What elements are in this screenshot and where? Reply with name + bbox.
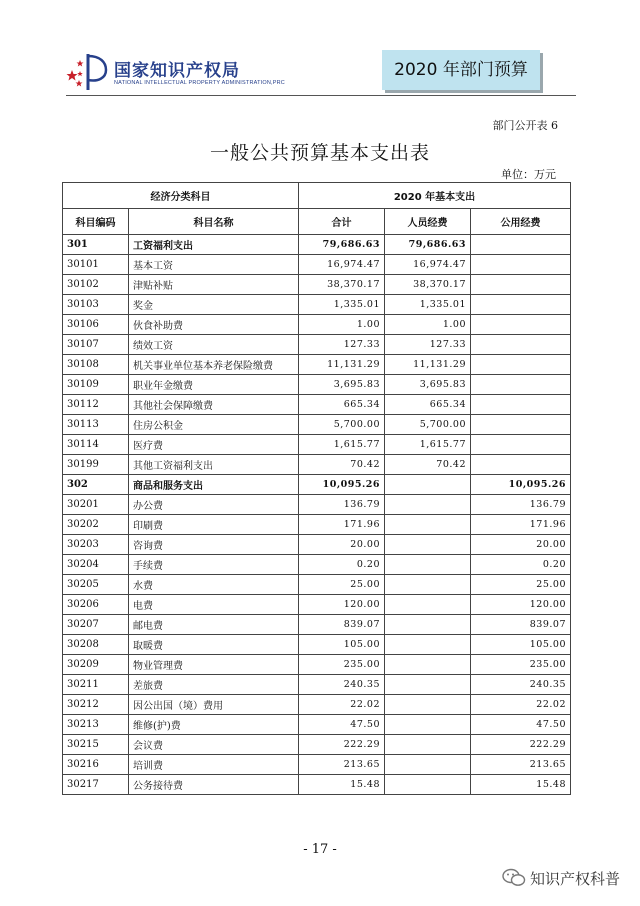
cell-name: 维修(护)费 <box>129 715 299 735</box>
cell-code: 30199 <box>63 455 129 475</box>
cell-name: 住房公积金 <box>129 415 299 435</box>
cell-name: 差旅费 <box>129 675 299 695</box>
cell-name: 商品和服务支出 <box>129 475 299 495</box>
wechat-icon <box>502 868 526 888</box>
col-header-code: 科目编码 <box>63 209 129 235</box>
cell-total: 120.00 <box>299 595 385 615</box>
cell-total: 235.00 <box>299 655 385 675</box>
cell-personnel: 127.33 <box>385 335 471 355</box>
cell-total: 22.02 <box>299 695 385 715</box>
table-row <box>63 655 571 675</box>
cell-name: 职业年金缴费 <box>129 375 299 395</box>
cell-public <box>471 435 571 455</box>
table-row <box>63 675 571 695</box>
cell-public: 839.07 <box>471 615 571 635</box>
cell-total: 136.79 <box>299 495 385 515</box>
cell-public <box>471 235 571 255</box>
cell-personnel: 16,974.47 <box>385 255 471 275</box>
cell-public <box>471 415 571 435</box>
agency-name-cn: 国家知识产权局 <box>114 61 240 81</box>
budget-table <box>62 182 571 795</box>
table-row <box>63 415 571 435</box>
cell-public: 25.00 <box>471 575 571 595</box>
table-row <box>63 315 571 335</box>
cell-public <box>471 255 571 275</box>
table-row <box>63 235 571 255</box>
cell-public: 15.48 <box>471 775 571 795</box>
cell-personnel <box>385 635 471 655</box>
table-row <box>63 595 571 615</box>
cell-personnel: 70.42 <box>385 455 471 475</box>
table-row <box>63 295 571 315</box>
cell-name: 物业管理费 <box>129 655 299 675</box>
cell-personnel <box>385 515 471 535</box>
cell-code: 30206 <box>63 595 129 615</box>
cell-code: 30208 <box>63 635 129 655</box>
cell-public <box>471 355 571 375</box>
cell-public: 0.20 <box>471 555 571 575</box>
col-header-public: 公用经费 <box>471 209 571 235</box>
cell-total: 1.00 <box>299 315 385 335</box>
col-header-personnel: 人员经费 <box>385 209 471 235</box>
cell-public: 213.65 <box>471 755 571 775</box>
cell-total: 127.33 <box>299 335 385 355</box>
agency-name-en: NATIONAL INTELLECTUAL PROPERTY ADMINISTRATION,PRC <box>114 80 285 86</box>
col-header-name: 科目名称 <box>129 209 299 235</box>
cell-total: 16,974.47 <box>299 255 385 275</box>
header-divider <box>66 95 576 96</box>
cell-name: 电费 <box>129 595 299 615</box>
cell-total: 171.96 <box>299 515 385 535</box>
cell-code: 302 <box>63 475 129 495</box>
cell-name: 奖金 <box>129 295 299 315</box>
cell-public: 10,095.26 <box>471 475 571 495</box>
cell-total: 20.00 <box>299 535 385 555</box>
table-group-header <box>63 183 571 209</box>
cell-total: 105.00 <box>299 635 385 655</box>
cell-code: 30103 <box>63 295 129 315</box>
cell-personnel: 38,370.17 <box>385 275 471 295</box>
cell-personnel: 5,700.00 <box>385 415 471 435</box>
col-header-total: 合计 <box>299 209 385 235</box>
cell-personnel: 1.00 <box>385 315 471 335</box>
cell-personnel <box>385 735 471 755</box>
cell-personnel <box>385 495 471 515</box>
cell-name: 邮电费 <box>129 615 299 635</box>
agency-logo <box>66 50 285 94</box>
cell-total: 5,700.00 <box>299 415 385 435</box>
cell-code: 30204 <box>63 555 129 575</box>
cell-personnel <box>385 475 471 495</box>
cell-code: 30108 <box>63 355 129 375</box>
table-row <box>63 455 571 475</box>
table-row <box>63 635 571 655</box>
table-row <box>63 395 571 415</box>
page-number: - 17 - <box>303 842 337 857</box>
group-header-basic-expenditure: 2020 年基本支出 <box>299 183 571 209</box>
cell-personnel <box>385 755 471 775</box>
cell-public: 235.00 <box>471 655 571 675</box>
page-title: 一般公共预算基本支出表 <box>209 142 430 164</box>
cell-total: 240.35 <box>299 675 385 695</box>
cell-code: 301 <box>63 235 129 255</box>
cell-public <box>471 315 571 335</box>
cell-public: 171.96 <box>471 515 571 535</box>
cell-name: 办公费 <box>129 495 299 515</box>
table-row <box>63 555 571 575</box>
cell-public: 105.00 <box>471 635 571 655</box>
cell-name: 因公出国（境）费用 <box>129 695 299 715</box>
cell-personnel <box>385 575 471 595</box>
table-row <box>63 255 571 275</box>
cell-personnel <box>385 535 471 555</box>
cell-code: 30112 <box>63 395 129 415</box>
unit-label: 单位：万元 <box>501 168 556 181</box>
cell-name: 工资福利支出 <box>129 235 299 255</box>
cell-personnel: 1,335.01 <box>385 295 471 315</box>
cell-code: 30205 <box>63 575 129 595</box>
cell-name: 津贴补贴 <box>129 275 299 295</box>
table-row <box>63 755 571 775</box>
cell-name: 基本工资 <box>129 255 299 275</box>
cell-name: 印刷费 <box>129 515 299 535</box>
cell-personnel <box>385 695 471 715</box>
cell-total: 1,335.01 <box>299 295 385 315</box>
cell-code: 30212 <box>63 695 129 715</box>
cell-total: 15.48 <box>299 775 385 795</box>
cell-total: 0.20 <box>299 555 385 575</box>
cell-public: 136.79 <box>471 495 571 515</box>
cell-name: 伙食补助费 <box>129 315 299 335</box>
cell-personnel: 665.34 <box>385 395 471 415</box>
cell-name: 机关事业单位基本养老保险缴费 <box>129 355 299 375</box>
budget-year-badge <box>382 50 540 90</box>
cell-total: 38,370.17 <box>299 275 385 295</box>
cell-public: 47.50 <box>471 715 571 735</box>
cell-personnel <box>385 655 471 675</box>
cell-total: 1,615.77 <box>299 435 385 455</box>
table-row <box>63 535 571 555</box>
cell-code: 30114 <box>63 435 129 455</box>
disclosure-table-number: 部门公开表 6 <box>492 119 558 132</box>
cell-total: 839.07 <box>299 615 385 635</box>
cell-name: 取暖费 <box>129 635 299 655</box>
cell-personnel: 3,695.83 <box>385 375 471 395</box>
cell-personnel <box>385 555 471 575</box>
cell-public <box>471 275 571 295</box>
table-row <box>63 715 571 735</box>
table-body <box>63 235 571 795</box>
cell-name: 手续费 <box>129 555 299 575</box>
cell-code: 30211 <box>63 675 129 695</box>
cell-name: 会议费 <box>129 735 299 755</box>
cell-name: 其他工资福利支出 <box>129 455 299 475</box>
cell-name: 水费 <box>129 575 299 595</box>
cell-code: 30213 <box>63 715 129 735</box>
table-row <box>63 355 571 375</box>
cell-code: 30109 <box>63 375 129 395</box>
cell-name: 医疗费 <box>129 435 299 455</box>
table-row <box>63 695 571 715</box>
cell-personnel <box>385 675 471 695</box>
cell-total: 47.50 <box>299 715 385 735</box>
cell-code: 30201 <box>63 495 129 515</box>
table-row <box>63 775 571 795</box>
cell-name: 培训费 <box>129 755 299 775</box>
cell-personnel <box>385 595 471 615</box>
cell-code: 30107 <box>63 335 129 355</box>
table-row <box>63 575 571 595</box>
table-row <box>63 495 571 515</box>
table-row <box>63 515 571 535</box>
cell-public: 20.00 <box>471 535 571 555</box>
cell-public <box>471 395 571 415</box>
cell-public <box>471 375 571 395</box>
watermark-text: 知识产权科普 <box>530 870 621 888</box>
cell-public: 222.29 <box>471 735 571 755</box>
cell-public: 22.02 <box>471 695 571 715</box>
agency-emblem-icon <box>66 50 112 94</box>
cell-code: 30202 <box>63 515 129 535</box>
cell-public: 240.35 <box>471 675 571 695</box>
cell-code: 30217 <box>63 775 129 795</box>
cell-public <box>471 295 571 315</box>
cell-code: 30106 <box>63 315 129 335</box>
cell-personnel <box>385 615 471 635</box>
table-column-header <box>63 209 571 235</box>
table-row <box>63 475 571 495</box>
badge-label: 2020 年部门预算 <box>394 60 528 80</box>
cell-total: 10,095.26 <box>299 475 385 495</box>
table-row <box>63 615 571 635</box>
cell-total: 222.29 <box>299 735 385 755</box>
cell-code: 30215 <box>63 735 129 755</box>
cell-total: 3,695.83 <box>299 375 385 395</box>
cell-personnel: 1,615.77 <box>385 435 471 455</box>
cell-public <box>471 335 571 355</box>
table-row <box>63 435 571 455</box>
cell-personnel <box>385 775 471 795</box>
table-row <box>63 275 571 295</box>
cell-total: 665.34 <box>299 395 385 415</box>
cell-name: 其他社会保障缴费 <box>129 395 299 415</box>
cell-total: 213.65 <box>299 755 385 775</box>
cell-name: 咨询费 <box>129 535 299 555</box>
cell-code: 30207 <box>63 615 129 635</box>
cell-personnel: 11,131.29 <box>385 355 471 375</box>
cell-code: 30113 <box>63 415 129 435</box>
cell-total: 79,686.63 <box>299 235 385 255</box>
cell-code: 30203 <box>63 535 129 555</box>
cell-name: 公务接待费 <box>129 775 299 795</box>
cell-code: 30216 <box>63 755 129 775</box>
cell-code: 30101 <box>63 255 129 275</box>
group-header-economic-class: 经济分类科目 <box>63 183 299 209</box>
cell-public <box>471 455 571 475</box>
table-row <box>63 335 571 355</box>
cell-code: 30102 <box>63 275 129 295</box>
cell-personnel: 79,686.63 <box>385 235 471 255</box>
cell-total: 11,131.29 <box>299 355 385 375</box>
table-row <box>63 735 571 755</box>
cell-code: 30209 <box>63 655 129 675</box>
cell-name: 绩效工资 <box>129 335 299 355</box>
cell-total: 25.00 <box>299 575 385 595</box>
cell-personnel <box>385 715 471 735</box>
cell-total: 70.42 <box>299 455 385 475</box>
cell-public: 120.00 <box>471 595 571 615</box>
table-row <box>63 375 571 395</box>
